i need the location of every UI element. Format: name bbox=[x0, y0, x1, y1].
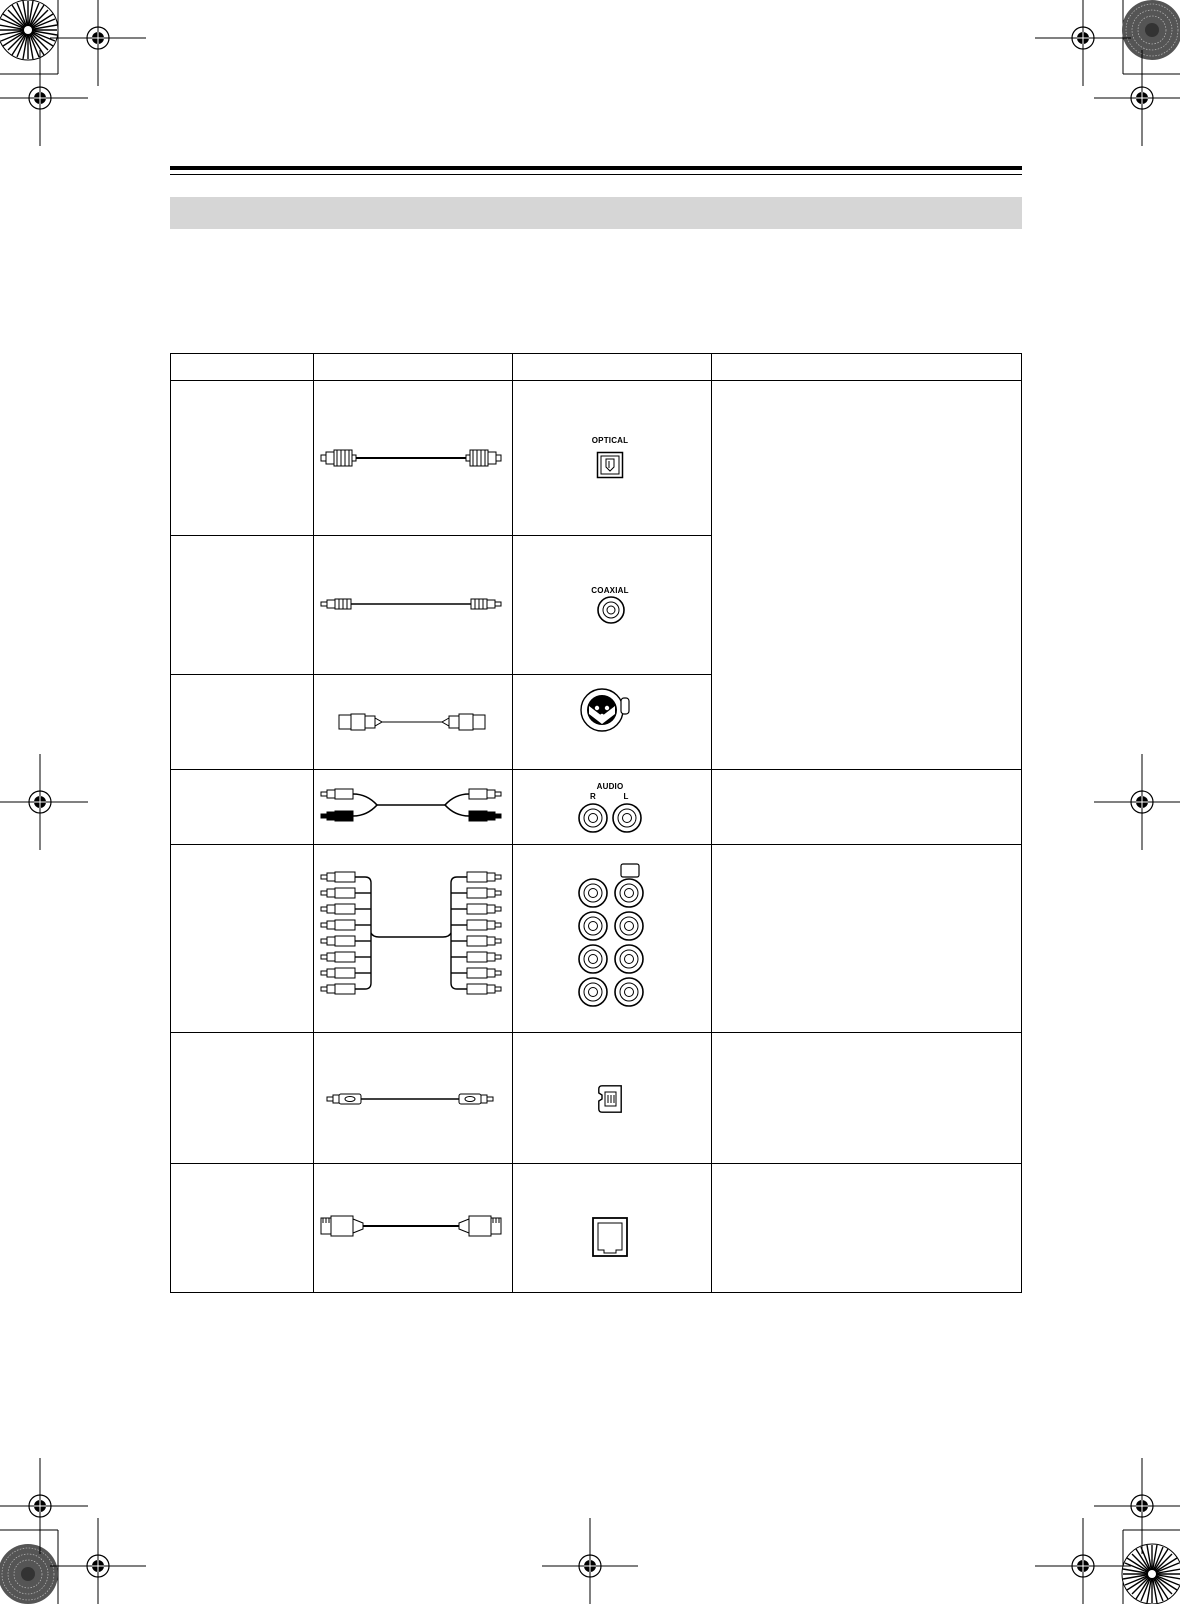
col-divider bbox=[711, 354, 712, 1292]
coaxial-jack-label: COAXIAL bbox=[591, 586, 629, 595]
audio-jack-label: AUDIO bbox=[596, 782, 624, 791]
section-title-bar bbox=[170, 197, 1022, 229]
xlr-cable-icon bbox=[339, 713, 485, 731]
row-divider bbox=[171, 769, 1021, 770]
remote-control-cable-icon bbox=[327, 1092, 493, 1106]
row-divider bbox=[171, 844, 1021, 845]
xlr-jack-icon bbox=[580, 686, 630, 734]
optical-cable-icon bbox=[321, 448, 501, 468]
optical-jack-label: OPTICAL bbox=[591, 436, 629, 445]
ethernet-cable-icon bbox=[321, 1215, 501, 1237]
remote-control-jack-icon bbox=[598, 1085, 622, 1113]
header-rule-thin bbox=[170, 174, 1022, 175]
header-rule-thick bbox=[170, 166, 1022, 170]
row-divider bbox=[171, 1032, 1021, 1033]
audio-l-label: L bbox=[623, 792, 629, 801]
multichannel-cable-icon bbox=[321, 873, 501, 1003]
row-divider bbox=[171, 1163, 1021, 1164]
audio-r-label: R bbox=[590, 792, 596, 801]
header-row-divider bbox=[171, 380, 1021, 381]
audio-rl-jacks-icon bbox=[578, 802, 644, 834]
coaxial-cable-icon bbox=[321, 597, 501, 611]
col-divider bbox=[313, 354, 314, 1292]
col-divider bbox=[512, 354, 513, 1292]
optical-jack-icon bbox=[597, 452, 623, 478]
row-divider bbox=[171, 535, 712, 536]
ethernet-jack-icon bbox=[592, 1217, 628, 1257]
row-divider bbox=[171, 674, 712, 675]
coaxial-jack-icon bbox=[596, 595, 626, 625]
analog-audio-cable-icon bbox=[321, 787, 501, 823]
multichannel-jacks-icon bbox=[577, 864, 647, 1014]
